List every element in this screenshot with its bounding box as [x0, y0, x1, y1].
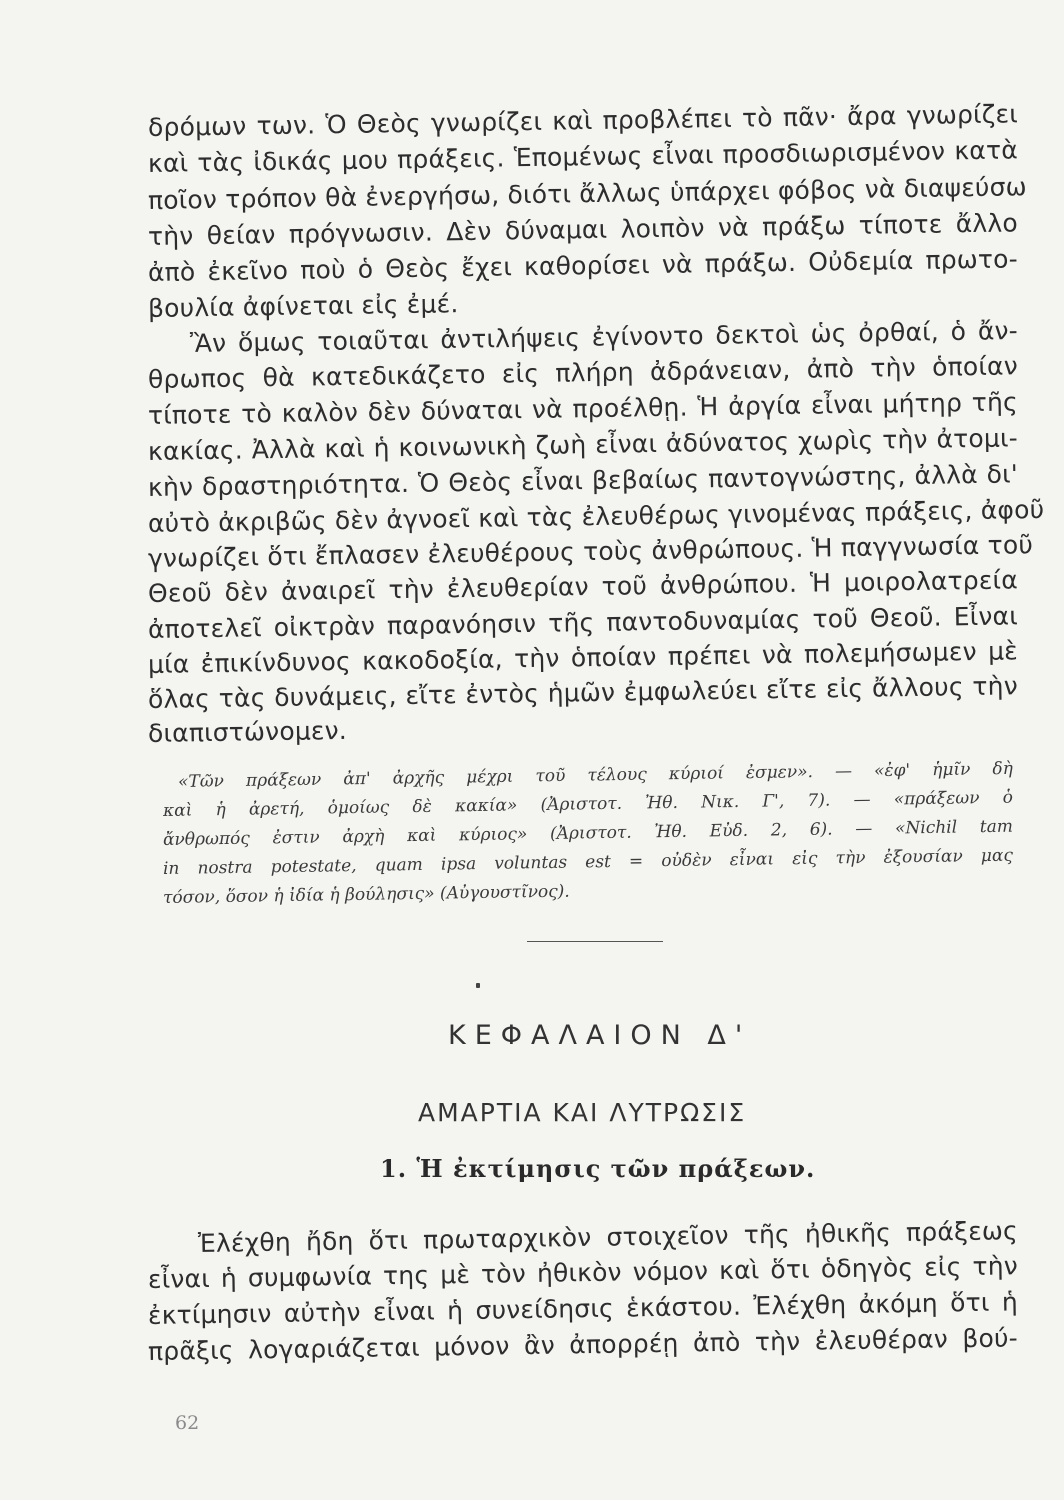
quote-line: καὶ ἡ ἀρετή, ὁμοίως δὲ κακία» (Ἀριστοτ. Ἠθ. Νικ. Γ', 7). — «πράξεων ὁ [162, 787, 1014, 821]
text-line: μία ἐπικίνδυνος κακοδοξία, τὴν ὁποίαν πρέπει νὰ πολεμήσωμεν μὲ [147, 636, 1019, 679]
quote-line: τόσον, ὅσον ἡ ἰδία ἡ βούλησις» (Αὐγουστῖνος). [162, 881, 570, 908]
text-line: εἶναι ἡ συμφωνία της μὲ τὸν ἠθικὸν νόμον καὶ ὅτι ὁδηγὸς εἰς τὴν [147, 1251, 1019, 1294]
text-line: Ἐλέχθη ἤδη ὅτι πρωταρχικὸν στοιχεῖον τῆς ἠθικῆς πράξεως [197, 1216, 1019, 1258]
text-line: καὶ τὰς ἰδικάς μου πράξεις. Ἑπομένως εἶναι προσδιωρισμένον κατὰ [147, 135, 1019, 178]
text-line: διαπιστώνομεν. [147, 715, 348, 748]
quote-line: in nostra potestate, quam ipsa voluntas est = οὐδὲν εἶναι εἰς τὴν ἐξουσίαν μας [162, 845, 1014, 879]
section-title: 1. Ἡ ἐκτίμησις τῶν πράξεων. [380, 1154, 816, 1183]
text-line: πρᾶξις λογαριάζεται μόνον ἂν ἀπορρέῃ ἀπὸ τὴν ἐλευθέραν βού- [147, 1323, 1019, 1366]
text-line: ἀπὸ ἐκεῖνο ποὺ ὁ Θεὸς ἔχει καθορίσει νὰ πράξω. Οὐδεμία πρωτο- [147, 244, 1019, 287]
text-line: κακίας. Ἀλλὰ καὶ ἡ κοινωνικὴ ζωὴ εἶναι ἀδύνατος χωρὶς τὴν ἀτομι- [147, 423, 1019, 466]
text-line: θρωπος θὰ κατεδικάζετο εἰς πλήρη ἀδράνειαν, ἀπὸ τὴν ὁποίαν [147, 351, 1019, 394]
page-number: 62 [175, 1412, 200, 1434]
chapter-label: ΚΕΦΑΛΑΙΟΝ Δ' [448, 1020, 752, 1051]
text-line: δρόμων των. Ὁ Θεὸς γνωρίζει καὶ προβλέπει τὸ πᾶν· ἄρα γνωρίζει [147, 99, 1019, 142]
text-line: γνωρίζει ὅτι ἔπλασεν ἐλευθέρους τοὺς ἀνθρώπους. Ἡ παγγνωσία τοῦ [147, 530, 1034, 573]
text-line: Θεοῦ δὲν ἀναιρεῖ τὴν ἐλευθερίαν τοῦ ἀνθρώπου. Ἡ μοιρολατρεία [147, 565, 1019, 608]
text-line: τίποτε τὸ καλὸν δὲν δύναται νὰ προέλθῃ. Ἡ ἀργία εἶναι μήτηρ τῆς [147, 387, 1019, 430]
text-line: ἀποτελεῖ οἰκτρὰν παρανόησιν τῆς παντοδυναμίας τοῦ Θεοῦ. Εἶναι [147, 601, 1019, 644]
text-line: ὅλας τὰς δυνάμεις, εἴτε ἐντὸς ἡμῶν ἐμφωλεύει εἴτε εἰς ἄλλους τὴν [147, 671, 1019, 714]
quote-line: «Τῶν πράξεων ἀπ' ἀρχῆς μέχρι τοῦ τέλους κύριοί ἐσμεν». — «ἐφ' ἡμῖν δὴ [177, 758, 1014, 792]
text-line: αὐτὸ ἀκριβῶς δὲν ἀγνοεῖ καὶ τὰς ἐλευθέρως γινομένας πράξεις, ἀφοῦ [147, 494, 1045, 538]
text-line: ποῖον τρόπον θὰ ἐνεργήσω, διότι ἄλλως ὑπάρχει φόβος νὰ διαψεύσω [147, 172, 1027, 215]
separator-rule [527, 941, 663, 942]
quote-line: ἄνθρωπός ἐστιν ἀρχὴ καὶ κύριος» (Ἀριστοτ. Ἠθ. Εὐδ. 2, 6). — «Nichil tam [162, 816, 1014, 850]
ink-mark [476, 983, 480, 988]
text-line: βουλία ἀφίνεται εἰς ἐμέ. [147, 289, 459, 323]
chapter-title: ΑΜΑΡΤΙΑ ΚΑΙ ΛΥΤΡΩΣΙΣ [418, 1098, 747, 1127]
text-line: ἐκτίμησιν αὐτὴν εἶναι ἡ συνείδησις ἑκάστου. Ἐλέχθη ἀκόμη ὅτι ἡ [147, 1287, 1019, 1330]
text-line: κὴν δραστηριότητα. Ὁ Θεὸς εἶναι βεβαίως παντογνώστης, ἀλλὰ δι' [147, 459, 1019, 502]
text-line: Ἂν ὅμως τοιαῦται ἀντιλήψεις ἐγίνοντο δεκτοὶ ὡς ὀρθαί, ὁ ἄν- [189, 315, 1019, 358]
text-line: τὴν θείαν πρόγνωσιν. Δὲν δύναμαι λοιπὸν νὰ πράξω τίποτε ἄλλο [147, 208, 1019, 251]
